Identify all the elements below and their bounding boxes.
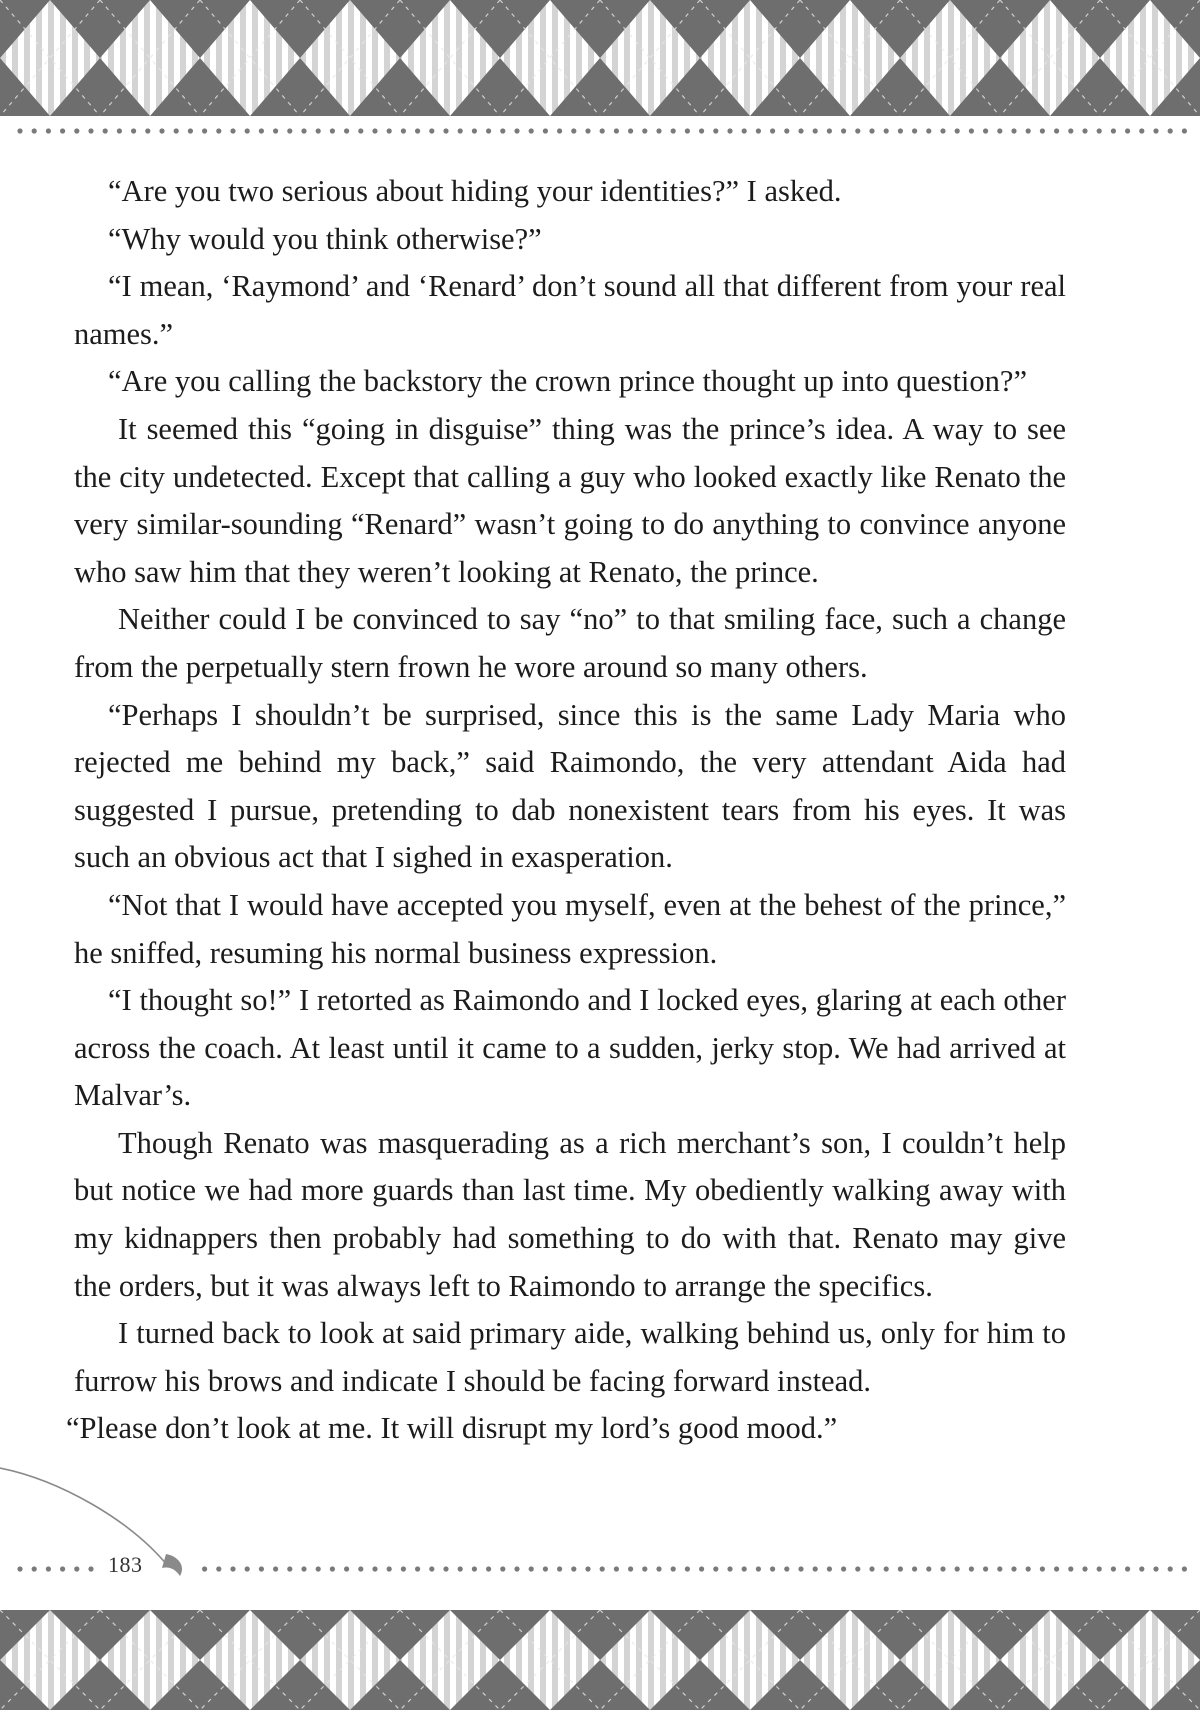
paragraph: “Not that I would have accepted you myself, even at the behest of the prince,” he sniffed, resuming his normal business expression. xyxy=(74,887,1066,970)
dot xyxy=(557,128,562,133)
dot xyxy=(245,1566,250,1571)
dot xyxy=(1153,1566,1158,1571)
dot xyxy=(486,1566,491,1571)
dot xyxy=(1097,128,1102,133)
dot xyxy=(727,1566,732,1571)
dot xyxy=(784,128,789,133)
dot xyxy=(202,1566,207,1571)
dot xyxy=(202,128,207,133)
dot xyxy=(557,1566,562,1571)
dot xyxy=(301,1566,306,1571)
dot xyxy=(372,1566,377,1571)
dot xyxy=(642,128,647,133)
dot xyxy=(500,128,505,133)
dot xyxy=(884,128,889,133)
dot xyxy=(301,128,306,133)
dot xyxy=(415,1566,420,1571)
dot xyxy=(955,1566,960,1571)
dot xyxy=(32,128,37,133)
dot xyxy=(529,128,534,133)
dot xyxy=(1068,1566,1073,1571)
dot xyxy=(926,128,931,133)
dot xyxy=(1026,1566,1031,1571)
dot xyxy=(983,1566,988,1571)
dot xyxy=(103,128,108,133)
dot xyxy=(628,128,633,133)
dot xyxy=(969,1566,974,1571)
dot xyxy=(585,1566,590,1571)
dot xyxy=(117,128,122,133)
dot xyxy=(855,128,860,133)
dot xyxy=(600,1566,605,1571)
dot xyxy=(245,128,250,133)
dotted-rule-bottom xyxy=(0,1562,1200,1576)
dot xyxy=(855,1566,860,1571)
dot xyxy=(1011,128,1016,133)
dot xyxy=(344,1566,349,1571)
dot xyxy=(798,1566,803,1571)
dot xyxy=(898,128,903,133)
dot xyxy=(571,1566,576,1571)
dot xyxy=(46,1566,51,1571)
dot xyxy=(188,128,193,133)
dot xyxy=(1182,128,1187,133)
dot xyxy=(88,1566,93,1571)
dot xyxy=(1026,128,1031,133)
dot xyxy=(88,128,93,133)
dot xyxy=(869,128,874,133)
dot xyxy=(1139,128,1144,133)
dot xyxy=(316,128,321,133)
dot xyxy=(372,128,377,133)
dot xyxy=(955,128,960,133)
dot xyxy=(472,128,477,133)
dot xyxy=(330,1566,335,1571)
dot xyxy=(1011,1566,1016,1571)
dot xyxy=(784,1566,789,1571)
dot xyxy=(798,128,803,133)
dot xyxy=(884,1566,889,1571)
dot xyxy=(387,128,392,133)
paragraph: “I mean, ‘Raymond’ and ‘Renard’ don’t sound all that different from your real names.” xyxy=(74,269,1066,351)
dot xyxy=(713,1566,718,1571)
page-body-text xyxy=(66,168,1066,1453)
top-border-pattern xyxy=(0,0,1200,116)
dot xyxy=(415,128,420,133)
paragraph: “I thought so!” I retorted as Raimondo and I locked eyes, glaring at each other across the coach. At least until it came to a sudden, jerky stop. We had arrived at Malvar’s. xyxy=(74,983,1066,1113)
paragraph: “Perhaps I shouldn’t be surprised, since this is the same Lady Maria who rejected me behind my back,” said Raimondo, the very attendant Aida had suggested I pursue, pretending to dab nonexistent tears from his eyes. It was such an obvious act that I sighed in exasperation. xyxy=(74,697,1066,875)
dot xyxy=(1054,1566,1059,1571)
dot xyxy=(1111,128,1116,133)
dot xyxy=(742,1566,747,1571)
dot xyxy=(316,1566,321,1571)
dot xyxy=(571,128,576,133)
paragraph: “Please don’t look at me. It will disrupt my lord’s good mood.” xyxy=(66,1411,838,1446)
dot xyxy=(500,1566,505,1571)
dot xyxy=(869,1566,874,1571)
dot xyxy=(756,1566,761,1571)
dot xyxy=(1182,1566,1187,1571)
dot xyxy=(401,1566,406,1571)
dot xyxy=(145,128,150,133)
dot xyxy=(429,128,434,133)
dot xyxy=(159,128,164,133)
paragraph: Though Renato was masquerading as a rich merchant’s son, I couldn’t help but notice we had more guards than last time. My obediently walking away with my kidnappers then probably had something to do with that. Renato may give the orders, but it was always left to Raimondo to arrange the specifics. xyxy=(74,1125,1066,1303)
dot xyxy=(685,1566,690,1571)
dot xyxy=(1125,128,1130,133)
dot xyxy=(841,128,846,133)
paragraph: I turned back to look at said primary aide, walking behind us, only for him to furrow his brows and indicate I should be facing forward instead. xyxy=(74,1316,1066,1398)
dot xyxy=(74,1566,79,1571)
dot xyxy=(912,1566,917,1571)
dot xyxy=(671,128,676,133)
dot xyxy=(387,1566,392,1571)
dot xyxy=(983,128,988,133)
dot xyxy=(458,1566,463,1571)
dot xyxy=(358,1566,363,1571)
dot xyxy=(1082,1566,1087,1571)
dot xyxy=(1111,1566,1116,1571)
dot xyxy=(60,128,65,133)
dot xyxy=(827,128,832,133)
dot xyxy=(940,1566,945,1571)
dot xyxy=(969,128,974,133)
dot xyxy=(1054,128,1059,133)
dot xyxy=(1153,128,1158,133)
dot xyxy=(642,1566,647,1571)
dot xyxy=(17,128,22,133)
bottom-border-pattern xyxy=(0,1610,1200,1710)
dot xyxy=(458,128,463,133)
dot xyxy=(614,128,619,133)
dot xyxy=(997,128,1002,133)
dot xyxy=(656,1566,661,1571)
dot xyxy=(1139,1566,1144,1571)
dot xyxy=(486,128,491,133)
dot xyxy=(514,128,519,133)
dot xyxy=(699,1566,704,1571)
dot xyxy=(472,1566,477,1571)
page-number: 183 xyxy=(102,1552,149,1578)
dot xyxy=(827,1566,832,1571)
dot xyxy=(628,1566,633,1571)
dot xyxy=(216,1566,221,1571)
dot xyxy=(912,128,917,133)
dot xyxy=(443,1566,448,1571)
dot xyxy=(358,128,363,133)
dot xyxy=(230,1566,235,1571)
dotted-rule-top xyxy=(0,124,1200,138)
dot xyxy=(1040,128,1045,133)
dot xyxy=(259,128,264,133)
argyle-pattern-top xyxy=(0,0,1200,116)
dot xyxy=(1125,1566,1130,1571)
argyle-pattern-bottom xyxy=(0,1610,1200,1710)
ornament-swirl-icon xyxy=(0,1430,200,1580)
dot xyxy=(1068,128,1073,133)
dot xyxy=(940,128,945,133)
dot xyxy=(770,1566,775,1571)
dot xyxy=(46,128,51,133)
dot xyxy=(997,1566,1002,1571)
dot xyxy=(32,1566,37,1571)
dot xyxy=(1082,128,1087,133)
paragraph: “Are you two serious about hiding your identities?” I asked. xyxy=(108,174,842,208)
dot xyxy=(401,128,406,133)
dot xyxy=(727,128,732,133)
paragraph: Neither could I be convinced to say “no” to that smiling face, such a change from the perpetually stern frown he wore around so many others. xyxy=(74,602,1066,684)
dot xyxy=(813,128,818,133)
dot xyxy=(17,1566,22,1571)
dot xyxy=(1168,128,1173,133)
dot xyxy=(529,1566,534,1571)
dot xyxy=(699,128,704,133)
dot xyxy=(926,1566,931,1571)
dot xyxy=(841,1566,846,1571)
dot xyxy=(1040,1566,1045,1571)
dot xyxy=(685,128,690,133)
dot xyxy=(216,128,221,133)
dot xyxy=(131,128,136,133)
dot xyxy=(230,128,235,133)
dot xyxy=(898,1566,903,1571)
dot xyxy=(671,1566,676,1571)
dot xyxy=(287,128,292,133)
dot xyxy=(656,128,661,133)
dot xyxy=(585,128,590,133)
dot xyxy=(756,128,761,133)
dot xyxy=(273,1566,278,1571)
paragraph: “Are you calling the backstory the crown prince thought up into question?” xyxy=(108,364,1027,399)
dot xyxy=(330,128,335,133)
dot xyxy=(600,128,605,133)
dot xyxy=(742,128,747,133)
dot xyxy=(259,1566,264,1571)
paragraph: “Why would you think otherwise?” xyxy=(108,221,542,256)
dot xyxy=(514,1566,519,1571)
dot xyxy=(543,128,548,133)
paragraph: It seemed this “going in disguise” thing was the prince’s idea. A way to see the city undetected. Except that calling a guy who looked exactly like Renato the very similar-sounding “Renard” wasn’t going to do anything to convince anyone who saw him that they weren’t looking at Renato, the prince. xyxy=(74,411,1066,589)
dot xyxy=(174,128,179,133)
dot xyxy=(443,128,448,133)
dot xyxy=(273,128,278,133)
dot xyxy=(770,128,775,133)
dot xyxy=(713,128,718,133)
dot xyxy=(614,1566,619,1571)
dot xyxy=(1168,1566,1173,1571)
dot xyxy=(429,1566,434,1571)
dot xyxy=(74,128,79,133)
dot xyxy=(287,1566,292,1571)
dot xyxy=(60,1566,65,1571)
dot xyxy=(543,1566,548,1571)
dot xyxy=(1097,1566,1102,1571)
dot xyxy=(344,128,349,133)
dot xyxy=(813,1566,818,1571)
